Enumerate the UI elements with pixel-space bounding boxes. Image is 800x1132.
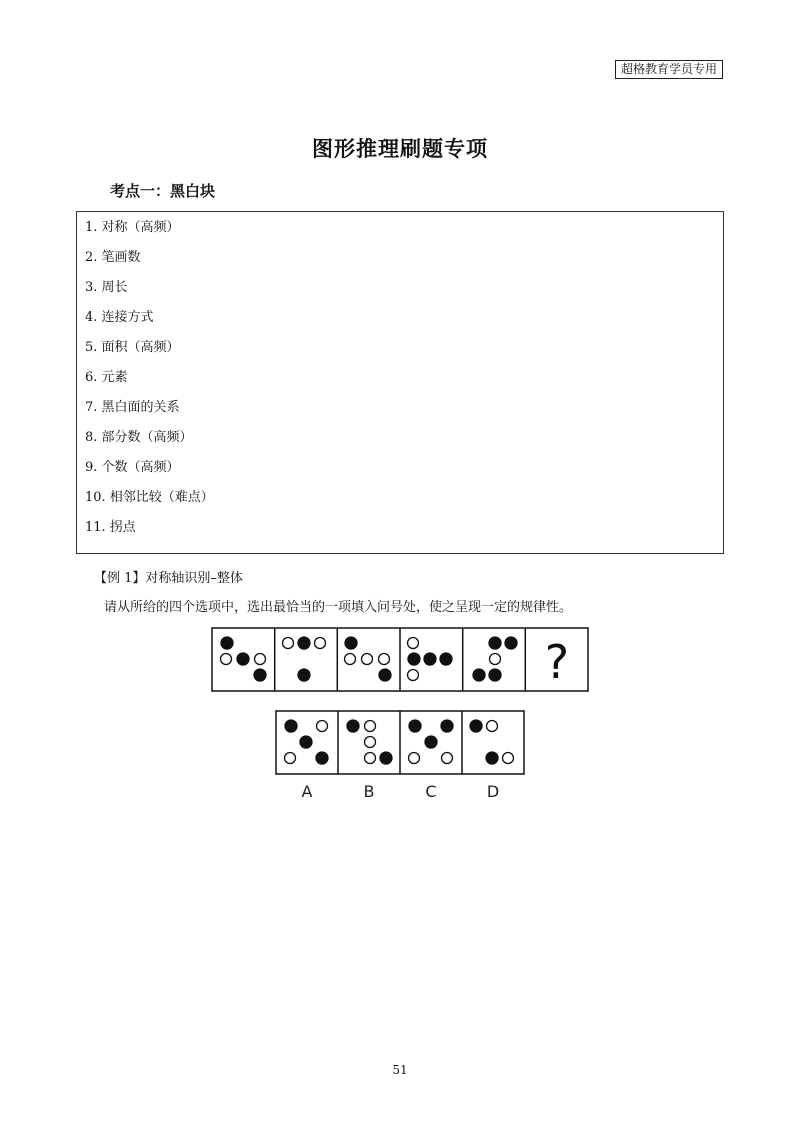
- topic-item: 1. 对称（高频）: [85, 220, 180, 235]
- option-label-c[interactable]: C: [425, 782, 437, 801]
- panel-4: [408, 638, 453, 681]
- option-b-figure: [347, 720, 392, 764]
- topic-item: 3. 周长: [85, 280, 128, 295]
- header-badge: 超格教育学员专用: [615, 60, 723, 79]
- question-mark: ?: [544, 635, 570, 689]
- topic-item: 10. 相邻比较（难点）: [85, 490, 214, 505]
- option-c-figure: [409, 720, 454, 764]
- option-label-d[interactable]: D: [486, 782, 500, 801]
- panel-1: [221, 637, 267, 681]
- topic-item: 8. 部分数（高频）: [85, 430, 193, 445]
- example-label: 【例 1】对称轴识别–整体: [94, 571, 243, 586]
- topic-item: 7. 黑白面的关系: [85, 400, 180, 415]
- page-title: 图形推理刷题专项: [312, 136, 488, 161]
- panel-3: [345, 637, 392, 681]
- topic-item: 2. 笔画数: [85, 250, 141, 265]
- topic-item: 5. 面积（高频）: [85, 340, 180, 355]
- option-label-b[interactable]: B: [363, 782, 375, 801]
- topic-item: 11. 拐点: [85, 520, 136, 535]
- option-a-figure: [285, 720, 329, 764]
- panel-2: [283, 637, 326, 681]
- option-label-a[interactable]: A: [301, 782, 313, 801]
- question-text: 请从所给的四个选项中，选出最恰当的一项填入问号处，使之呈现一定的规律性。: [104, 600, 573, 615]
- option-d-figure: [470, 720, 514, 764]
- topic-item: 6. 元素: [85, 370, 128, 385]
- page-number: 51: [392, 1063, 408, 1077]
- section-title: 考点一：黑白块: [110, 182, 216, 200]
- topic-item: 4. 连接方式: [85, 310, 154, 325]
- topic-item: 9. 个数（高频）: [85, 460, 180, 475]
- panel-5: [473, 637, 517, 681]
